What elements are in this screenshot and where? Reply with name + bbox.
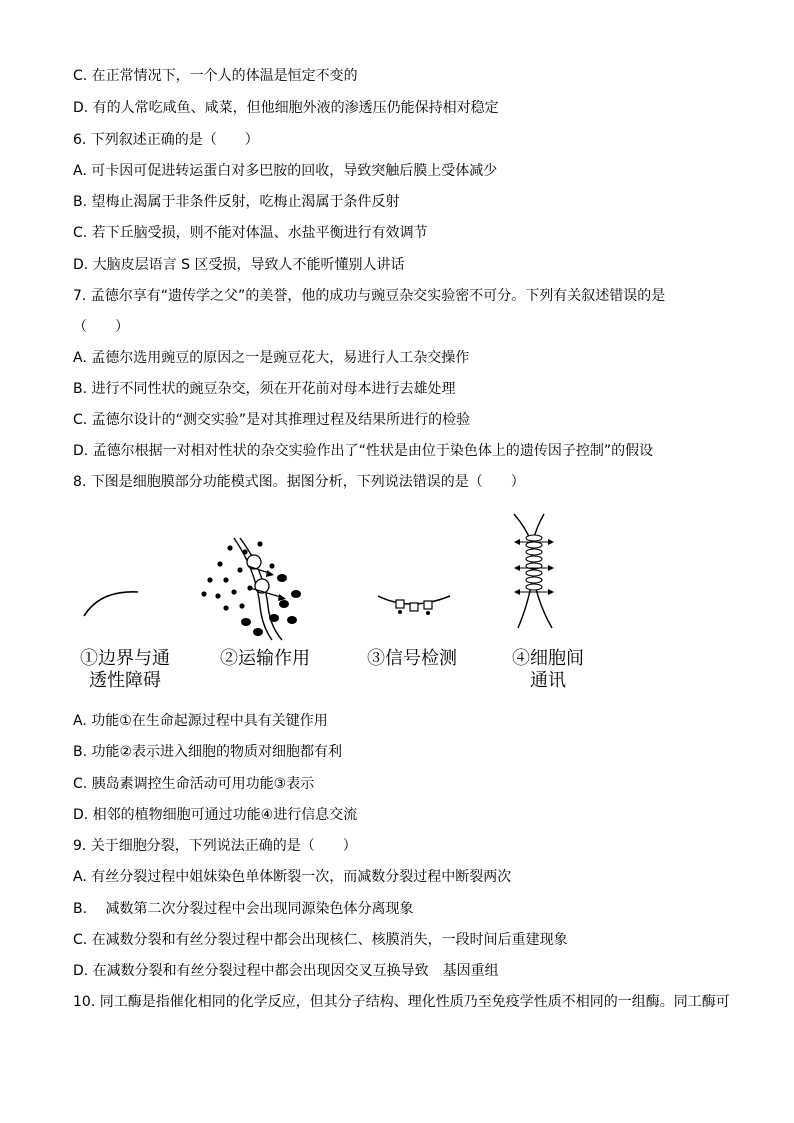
option-5d: D. 有的人常吃咸鱼、咸菜，但他细胞外液的渗透压仍能保持相对稳定 — [73, 100, 499, 116]
label-boundary-line1: ①边界与通 — [80, 648, 170, 669]
option-8d: D. 相邻的植物细胞可通过功能④进行信息交流 — [73, 807, 358, 823]
label-transport-function — [220, 648, 310, 670]
signal-drawing — [370, 508, 460, 628]
label-communication-line1: ④细胞间 — [512, 648, 584, 669]
option-9d: D. 在减数分裂和有丝分裂过程中都会出现因交叉互换导致 基因重组 — [73, 963, 499, 979]
option-7a: A. 孟德尔选用豌豆的原因之一是豌豆花大，易进行人工杂交操作 — [73, 350, 470, 366]
option-7c: C. 孟德尔设计的“测交实验”是对其推理过程及结果所进行的检验 — [73, 412, 471, 428]
option-9a: A. 有丝分裂过程中姐妹染色单体断裂一次，而减数分裂过程中断裂两次 — [73, 869, 512, 885]
question-6-stem: 6. 下列叙述正确的是（ ） — [73, 132, 259, 148]
question-7-stem: 7. 孟德尔享有“遗传学之父”的美誉，他的成功与豌豆杂交实验密不可分。下列有关叙述错误的是 — [73, 288, 666, 304]
label-communication-function — [512, 648, 584, 692]
label-communication-line2: 通讯 — [530, 670, 566, 691]
option-8a: A. 功能①在生命起源过程中具有关键作用 — [73, 713, 328, 729]
question-9-stem: 9. 关于细胞分裂，下列说法正确的是（ ） — [73, 838, 357, 854]
label-signal-function — [367, 648, 457, 670]
option-7b: B. 进行不同性状的豌豆杂交，须在开花前对母本进行去雄处理 — [73, 381, 456, 397]
option-5c: C. 在正常情况下，一个人的体温是恒定不变的 — [73, 68, 358, 84]
option-7d: D. 孟德尔根据一对相对性状的杂交实验作出了“性状是由位于染色体上的遗传因子控制”的假设 — [73, 443, 654, 459]
transport-drawing — [190, 508, 320, 648]
option-8c: C. 胰岛素调控生命活动可用功能③表示 — [73, 776, 315, 792]
boundary-arc-drawing — [80, 508, 150, 628]
option-9c: C. 在减数分裂和有丝分裂过程中都会出现核仁、核膜消失，一段时间后重建现象 — [73, 932, 568, 948]
option-8b: B. 功能②表示进入细胞的物质对细胞都有利 — [73, 744, 343, 760]
option-6b: B. 望梅止渴属于非条件反射，吃梅止渴属于条件反射 — [73, 194, 400, 210]
cell-membrane-function-figure — [70, 508, 630, 698]
communication-drawing — [500, 508, 580, 638]
label-signal-line1: ③信号检测 — [367, 648, 457, 669]
option-6a: A. 可卡因可促进转运蛋白对多巴胺的回收，导致突触后膜上受体减少 — [73, 163, 498, 179]
label-boundary-function — [80, 648, 170, 692]
question-10-stem: 10. 同工酶是指催化相同的化学反应，但其分子结构、理化性质乃至免疫学性质不相同的一组酶。同工酶可 — [73, 994, 730, 1010]
option-6c: C. 若下丘脑受损，则不能对体温、水盐平衡进行有效调节 — [73, 225, 428, 241]
option-6d: D. 大脑皮层语言 S 区受损，导致人不能听懂别人讲话 — [73, 257, 405, 273]
label-transport-line1: ②运输作用 — [220, 648, 310, 669]
question-7-paren: （ ） — [73, 319, 129, 335]
question-8-stem: 8. 下图是细胞膜部分功能模式图。据图分析，下列说法错误的是（ ） — [73, 474, 525, 490]
label-boundary-line2: 透性障碍 — [89, 670, 161, 691]
option-9b: B. 减数第二次分裂过程中会出现同源染色体分离现象 — [73, 901, 414, 917]
